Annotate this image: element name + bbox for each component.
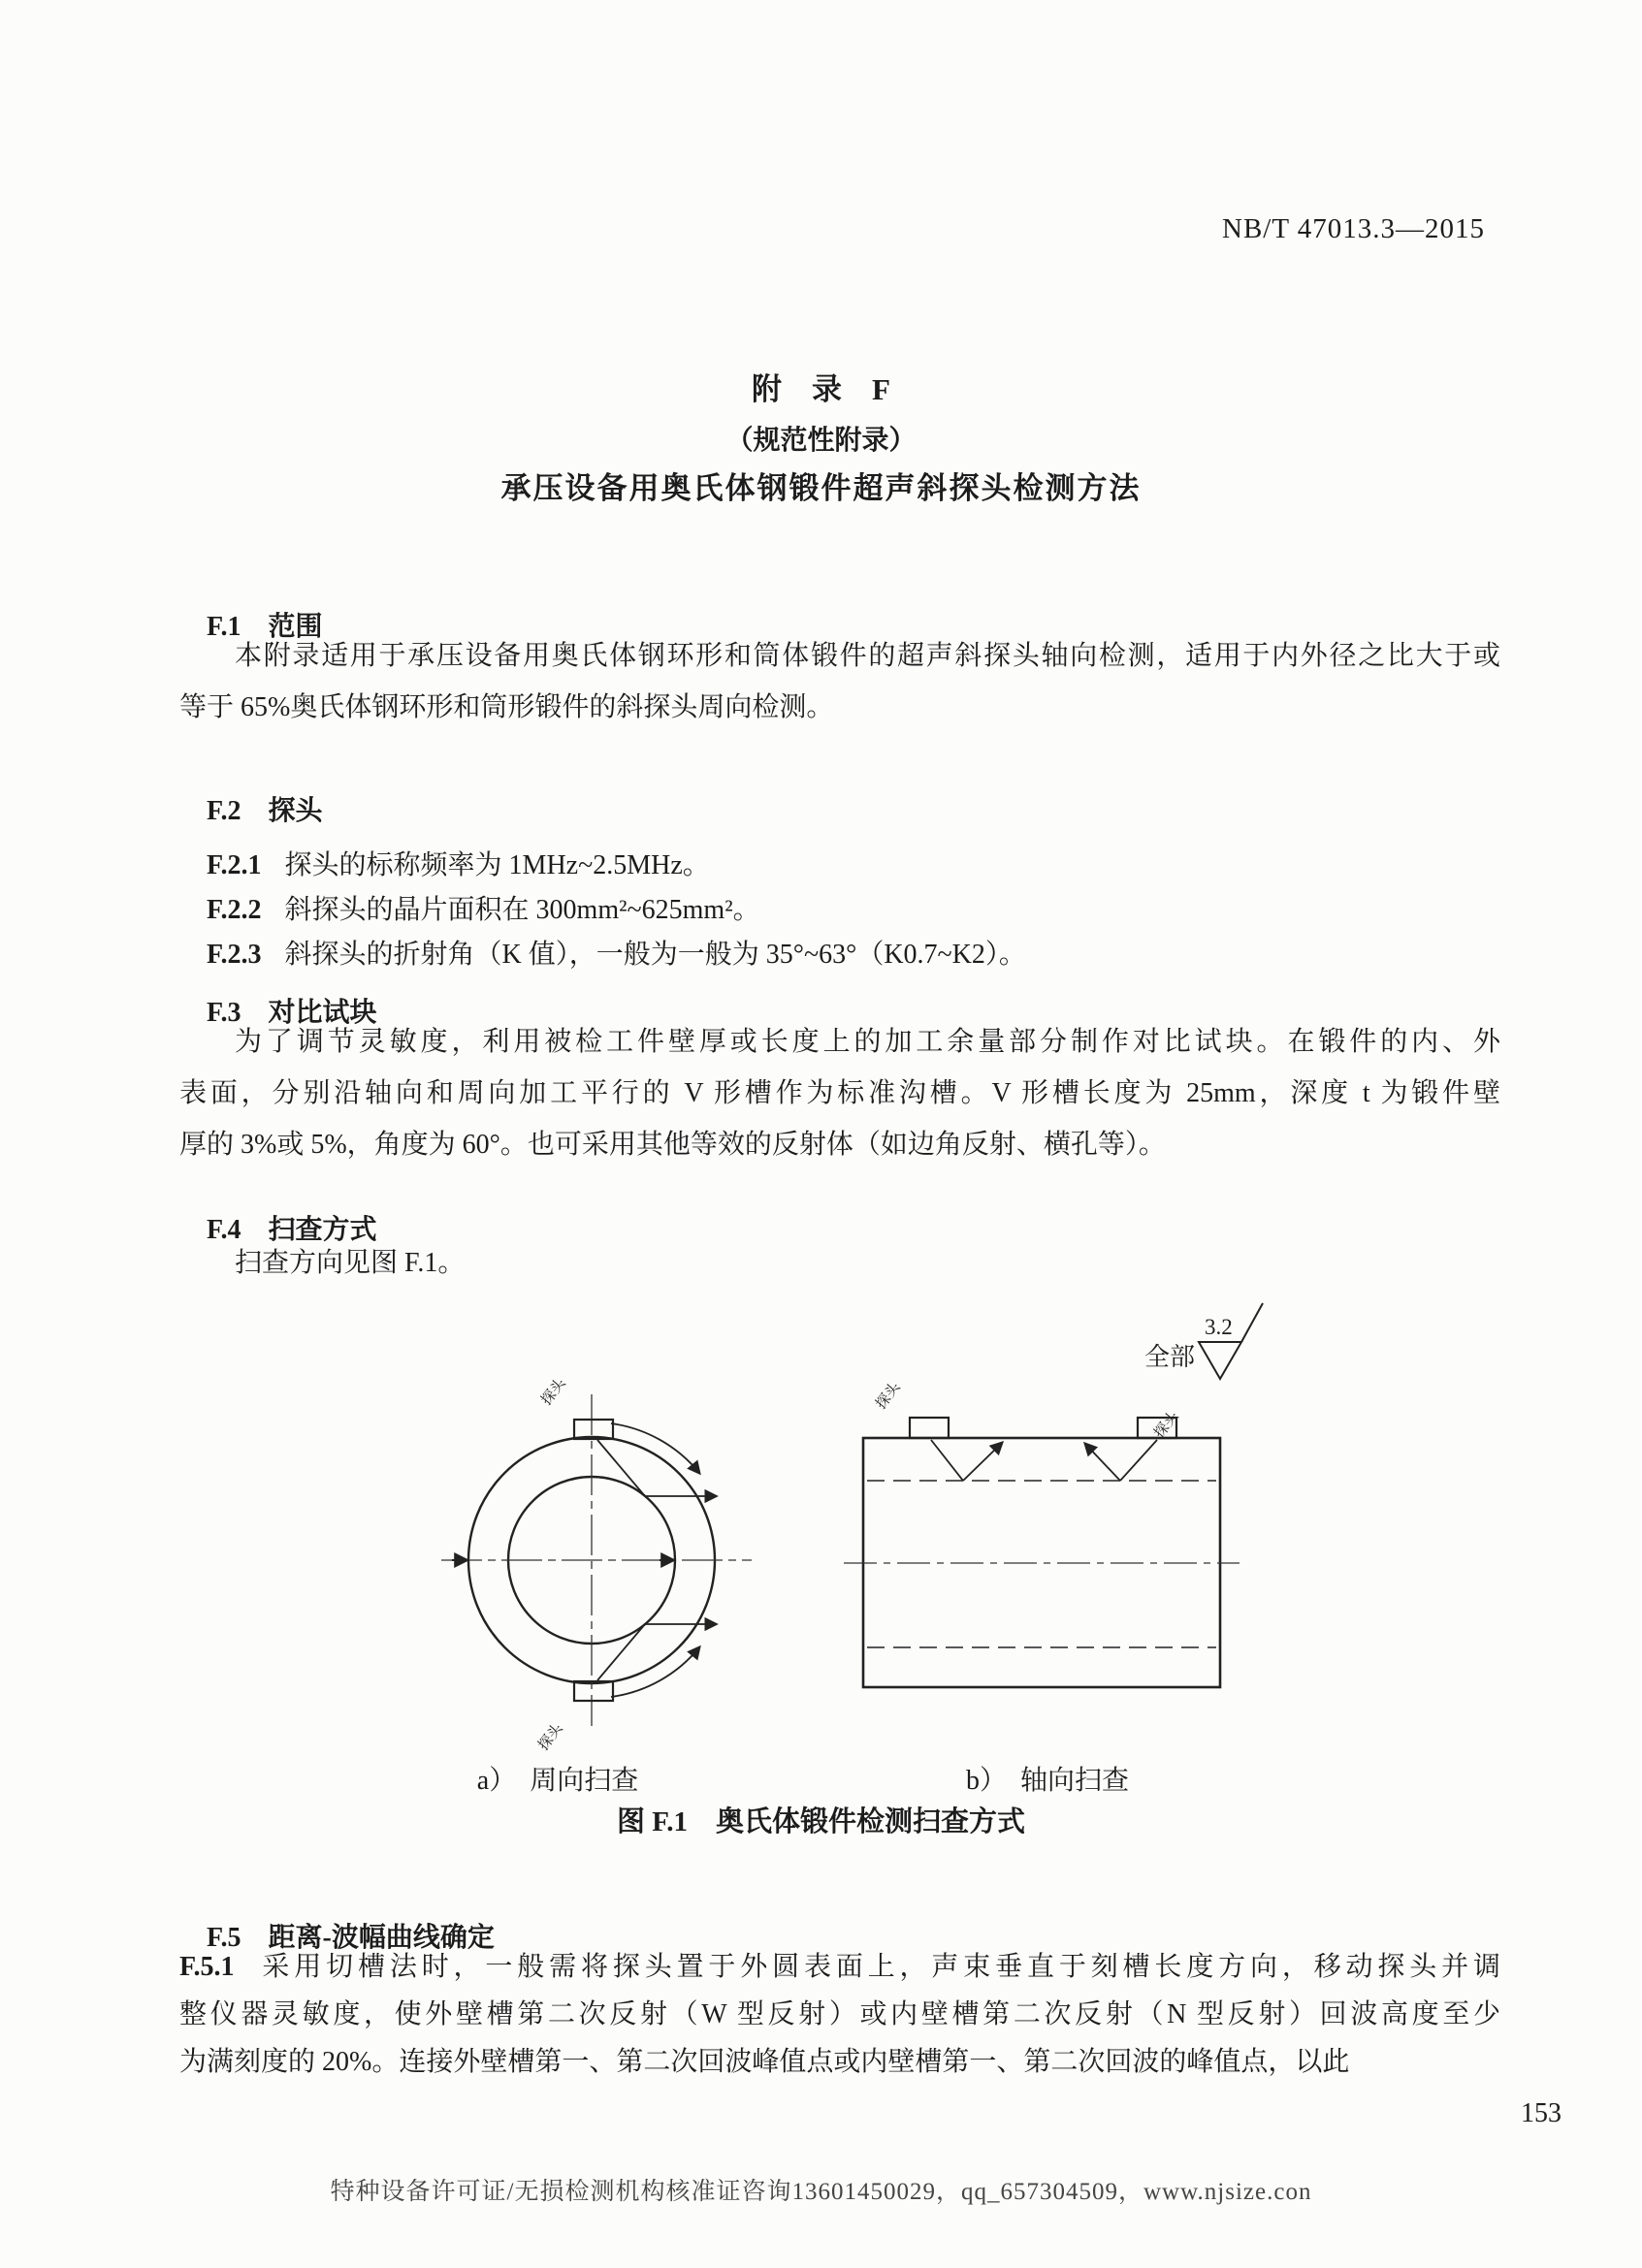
paragraph-f1 [179, 630, 1500, 733]
figure-caption: 图 F.1 奥氏体锻件检测扫查方式 [616, 1806, 1026, 1837]
appendix-name: 承压设备用奥氏体钢锻件超声斜探头检测方法 [500, 471, 1142, 505]
paragraph-f4 [179, 1237, 1500, 1289]
probe-label: 探头 [873, 1379, 904, 1413]
standard-number: NB/T 47013.3—2015 [1222, 213, 1486, 244]
section-title: 范围 [268, 612, 323, 642]
figure-sublabel-a: a） 周向扫查 [476, 1766, 639, 1796]
paragraph-line [179, 1943, 1500, 1991]
roughness-triangle [1199, 1342, 1241, 1379]
clause-number: F.2.3 [207, 940, 262, 970]
clause-text: 斜探头的晶片面积在 300mm²~625mm²。 [284, 895, 760, 925]
roughness-tail [1241, 1303, 1263, 1342]
cylinder-beam-paths [931, 1440, 1157, 1481]
scan-direction-arc-bottom [611, 1647, 699, 1697]
clause-text: 探头的标称频率为 1MHz~2.5MHz。 [284, 850, 710, 880]
section-title: 扫查方式 [268, 1215, 377, 1245]
section-number: F.4 [207, 1215, 241, 1245]
section-title: 探头 [268, 796, 323, 826]
section-number: F.1 [207, 612, 241, 642]
section-number: F.5 [207, 1923, 241, 1953]
scan-direction-arc-top [611, 1423, 699, 1473]
paragraph-line: 为满刻度的 20%。连接外壁槽第一、第二次回波峰值点或内壁槽第一、第二次回波的峰值点，以此 [179, 2047, 1350, 2077]
paragraph-f5-1 [179, 1943, 1500, 2086]
probe-label: 探头 [535, 1720, 566, 1754]
footer-license-line: 特种设备许可证/无损检测机构核准证咨询13601450029，qq_657304509，www.njsize.con [330, 2179, 1312, 2205]
appendix-title: 附 录 F [752, 372, 890, 406]
clause-text: 采用切槽法时，一般需将探头置于外圆表面上，声束垂直于刻槽长度方向，移动探头并调 [257, 1952, 1500, 1982]
appendix-note: （规范性附录） [725, 426, 917, 456]
paragraph-line: 等于 65%奥氏体钢环形和筒形锻件的斜探头周向检测。 [179, 692, 834, 722]
probe-label: 探头 [538, 1375, 569, 1409]
clause-number: F.2.2 [207, 895, 262, 925]
paragraph-line: 厚的 3%或 5%，角度为 60°。也可采用其他等效的反射体（如边角反射、横孔等）。 [179, 1130, 1166, 1160]
figure-f1-drawing [272, 1297, 1358, 1757]
paragraph-line: 整仪器灵敏度，使外壁槽第二次反射（W 型反射）或内壁槽第二次反射（N 型反射）回波高度至少 [179, 1999, 1500, 2029]
paragraph-f3 [179, 1016, 1500, 1170]
surface-note-label: 全部 [1144, 1343, 1196, 1371]
cylinder-dashed-lines [867, 1481, 1216, 1647]
section-number: F.3 [207, 998, 241, 1028]
paragraph-line: 扫查方向见图 F.1。 [235, 1248, 466, 1278]
cylinder-probes [910, 1418, 1176, 1438]
page-number: 153 [1521, 2098, 1562, 2128]
paragraph-line: 本附录适用于承压设备用奥氏体钢环形和筒体锻件的超声斜探头轴向检测，适用于内外径之比大于或 [235, 641, 1500, 671]
paragraph-line: 表面，分别沿轴向和周向加工平行的 V 形槽作为标准沟槽。V 形槽长度为 25mm，深度 t 为锻件壁 [179, 1078, 1500, 1108]
figure-sublabel-b: b） 轴向扫查 [965, 1766, 1129, 1796]
clause-number: F.5.1 [179, 1952, 235, 1982]
surface-roughness-symbol [1144, 1303, 1263, 1379]
section-number: F.2 [207, 796, 241, 826]
probe-label: 探头 [1151, 1408, 1182, 1442]
probe-axial-left [910, 1418, 949, 1438]
section-title: 距离-波幅曲线确定 [268, 1923, 495, 1953]
section-title: 对比试块 [268, 998, 377, 1028]
surface-roughness-value: 3.2 [1205, 1315, 1233, 1339]
paragraph-line: 为了调节灵敏度，利用被检工件壁厚或长度上的加工余量部分制作对比试块。在锻件的内、外 [235, 1027, 1500, 1057]
ring-centerlines [441, 1394, 752, 1726]
clause-text: 斜探头的折射角（K 值），一般为一般为 35°~63°（K0.7~K2）。 [284, 940, 1026, 970]
clause-number: F.2.1 [207, 850, 262, 880]
